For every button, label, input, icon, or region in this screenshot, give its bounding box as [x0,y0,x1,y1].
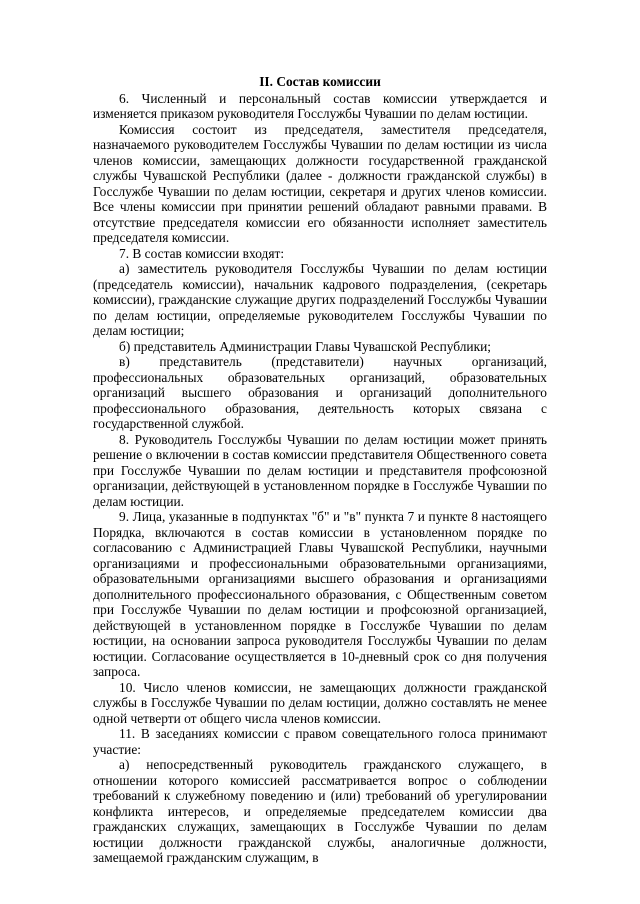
paragraph-item-7a: а) заместитель руководителя Госслужбы Чувашии по делам юстиции (председатель комиссии), начальник кадрового подразделения, (секретарь комиссии), гражданские служащие других подразделений Госслужбы Чувашии по делам юстиции, определяемые руководителем Госслужбы Чувашии по делам юстиции; [93,261,547,338]
paragraph-item-11: 11. В заседаниях комиссии с правом совещательного голоса принимают участие: [93,726,547,757]
paragraph-item-11a: а) непосредственный руководитель гражданского служащего, в отношении которого комиссией рассматривается вопрос о соблюдении требований к служебному поведению и (или) требований об урегулировании конфликта интересов, и определяемые председателем комиссии два гражданских служащих, замещающих в Госслужбе Чувашии по делам юстиции должности гражданской службы, аналогичные должности, замещаемой гражданским служащим, в [93,757,547,865]
paragraph-item-7: 7. В состав комиссии входят: [119,245,285,261]
paragraph-item-8: 8. Руководитель Госслужбы Чувашии по делам юстиции может принять решение о включении в состав комиссии представителя Общественного совета при Госслужбе Чувашии по делам юстиции и представителя профсоюзной организации, действующей в установленном порядке в Госслужбе Чувашии по делам юстиции. [93,431,547,509]
paragraph-item-7b: б) представитель Администрации Главы Чувашской Республики; [119,338,491,354]
paragraph-item-9: 9. Лица, указанные в подпунктах "б" и "в" пункта 7 и пункте 8 настоящего Порядка, включаются в состав комиссии в установленном порядке по согласованию с Администрацией Главы Чувашской Республики, научными организациями и профессиональными образовательными организациями, образовательными организациями высшего образования и организациями дополнительного профессионального образования, с Общественным советом при Госслужбе Чувашии по делам юстиции и профсоюзной организацией, действующей в установленном порядке в Госслужбе Чувашии по делам юстиции, на основании запроса руководителя Госслужбы Чувашии по делам юстиции. Согласование осуществляется в 10-дневный срок со дня получения запроса. [93,509,547,679]
paragraph-item-6: 6. Численный и персональный состав комиссии утверждается и изменяется приказом руководителя Госслужбы Чувашии по делам юстиции. [93,90,547,121]
section-title: II. Состав комиссии [259,74,381,89]
document-body [93,74,547,866]
paragraph-item-7v: в) представитель (представители) научных организаций, профессиональных образовательных организаций, образовательных организаций высшего образования и организаций дополнительного профессионального образования, деятельность которых связана с государственной службой. [93,354,547,431]
paragraph-commission-structure: Комиссия состоит из председателя, заместителя председателя, назначаемого руководителем Госслужбы Чувашии по делам юстиции из числа членов комиссии, замещающих должности государственной гражданской службы Чувашской Республики (далее - должности гражданской службы) в Госслужбе Чувашии по делам юстиции, секретаря и других членов комиссии. Все члены комиссии при принятии решений обладают равными правами. В отсутствие председателя комиссии его обязанности исполняет заместитель председателя комиссии. [93,121,547,245]
paragraph-item-10: 10. Число членов комиссии, не замещающих должности гражданской службы в Госслужбе Чувашии по делам юстиции, должно составлять не менее одной четверти от общего числа членов комиссии. [93,679,547,726]
